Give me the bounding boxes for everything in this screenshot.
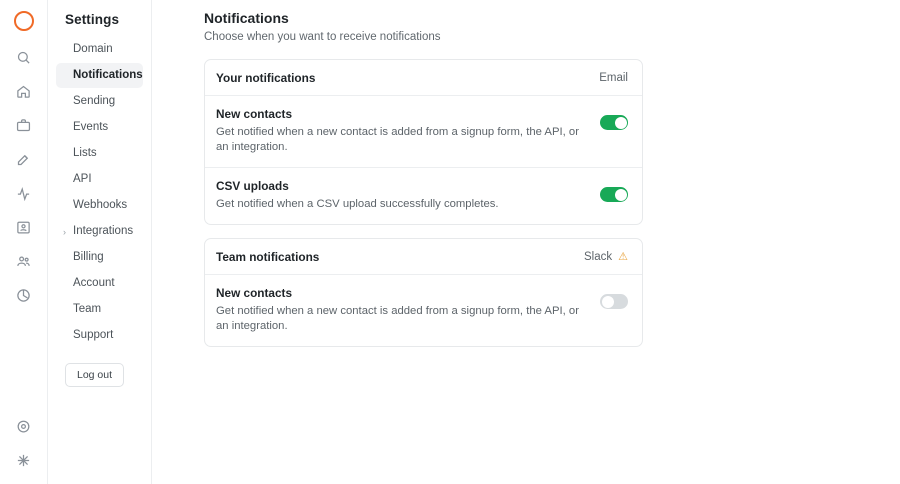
sidebar-item-label: Lists bbox=[73, 147, 97, 159]
row-title: CSV uploads bbox=[216, 179, 289, 193]
log-out-button[interactable]: Log out bbox=[65, 363, 124, 387]
notification-row bbox=[205, 275, 642, 346]
activity-icon[interactable] bbox=[10, 179, 38, 207]
compose-icon[interactable] bbox=[10, 145, 38, 173]
sidebar-item-api[interactable] bbox=[56, 167, 143, 192]
row-text bbox=[216, 179, 499, 212]
sidebar-item-events[interactable] bbox=[56, 115, 143, 140]
sidebar-item-label: Notifications bbox=[73, 69, 143, 81]
sidebar-item-label: Sending bbox=[73, 95, 116, 107]
sparkle-icon[interactable] bbox=[10, 446, 38, 474]
csv-uploads-email-toggle[interactable] bbox=[600, 187, 628, 202]
sidebar-item-label: Domain bbox=[73, 43, 113, 55]
row-text bbox=[216, 286, 584, 334]
contacts-icon[interactable] bbox=[10, 213, 38, 241]
new-contacts-slack-toggle[interactable] bbox=[600, 294, 628, 309]
main-content bbox=[152, 0, 900, 484]
reports-icon[interactable] bbox=[10, 281, 38, 309]
settings-gear-icon[interactable] bbox=[10, 412, 38, 440]
settings-nav bbox=[48, 0, 152, 484]
sidebar-item-notifications[interactable] bbox=[56, 63, 143, 88]
logout-wrapper bbox=[48, 349, 151, 387]
icon-rail bbox=[0, 0, 48, 484]
sidebar-item-billing[interactable] bbox=[56, 245, 143, 270]
sidebar-item-label: Integrations bbox=[73, 225, 134, 237]
briefcase-icon[interactable] bbox=[10, 111, 38, 139]
row-text bbox=[216, 107, 584, 155]
sidebar-item-label: Webhooks bbox=[73, 199, 128, 211]
card-channel-label: Slack bbox=[584, 251, 613, 263]
toggle-knob bbox=[615, 117, 627, 129]
chevron-right-icon: › bbox=[63, 227, 66, 237]
card-channel bbox=[584, 251, 628, 263]
sidebar-item-webhooks[interactable] bbox=[56, 193, 143, 218]
toggle-knob bbox=[615, 189, 627, 201]
sidebar-item-domain[interactable] bbox=[56, 37, 143, 62]
new-contacts-email-toggle[interactable] bbox=[600, 115, 628, 130]
card-channel bbox=[599, 72, 628, 84]
sidebar-item-label: Account bbox=[73, 277, 115, 289]
settings-heading: Settings bbox=[65, 12, 120, 27]
home-icon[interactable] bbox=[10, 77, 38, 105]
toggle-knob bbox=[602, 296, 614, 308]
sidebar-item-lists[interactable] bbox=[56, 141, 143, 166]
row-description: Get notified when a new contact is added from a signup form, the API, or an integration. bbox=[216, 126, 579, 153]
rail-bottom-group bbox=[10, 412, 38, 484]
card-title: Team notifications bbox=[216, 250, 320, 264]
warning-triangle-icon[interactable]: ⚠ bbox=[618, 250, 628, 263]
card-title: Your notifications bbox=[216, 71, 316, 85]
page-title: Notifications bbox=[204, 10, 289, 26]
row-title: New contacts bbox=[216, 107, 293, 121]
card-header bbox=[205, 60, 642, 96]
people-icon[interactable] bbox=[10, 247, 38, 275]
your-notifications-card bbox=[204, 59, 643, 225]
page-subtitle: Choose when you want to receive notifications bbox=[204, 31, 441, 43]
brand-logo[interactable] bbox=[14, 11, 34, 31]
row-description: Get notified when a CSV upload successfully completes. bbox=[216, 198, 499, 210]
card-header bbox=[205, 239, 642, 275]
card-channel-label: Email bbox=[599, 72, 628, 84]
sidebar-item-label: API bbox=[73, 173, 92, 185]
search-icon[interactable] bbox=[10, 43, 38, 71]
sidebar-item-support[interactable] bbox=[56, 323, 143, 348]
sidebar-item-integrations[interactable] bbox=[56, 219, 143, 244]
sidebar-item-label: Billing bbox=[73, 251, 104, 263]
team-notifications-card bbox=[204, 238, 643, 347]
row-description: Get notified when a new contact is added from a signup form, the API, or an integration. bbox=[216, 305, 579, 332]
sidebar-item-label: Support bbox=[73, 329, 114, 341]
notification-row bbox=[205, 96, 642, 167]
sidebar-item-sending[interactable] bbox=[56, 89, 143, 114]
sidebar-item-label: Events bbox=[73, 121, 109, 133]
row-title: New contacts bbox=[216, 286, 293, 300]
notification-row bbox=[205, 167, 642, 224]
sidebar-item-label: Team bbox=[73, 303, 102, 315]
sidebar-item-account[interactable] bbox=[56, 271, 143, 296]
sidebar-item-team[interactable] bbox=[56, 297, 143, 322]
